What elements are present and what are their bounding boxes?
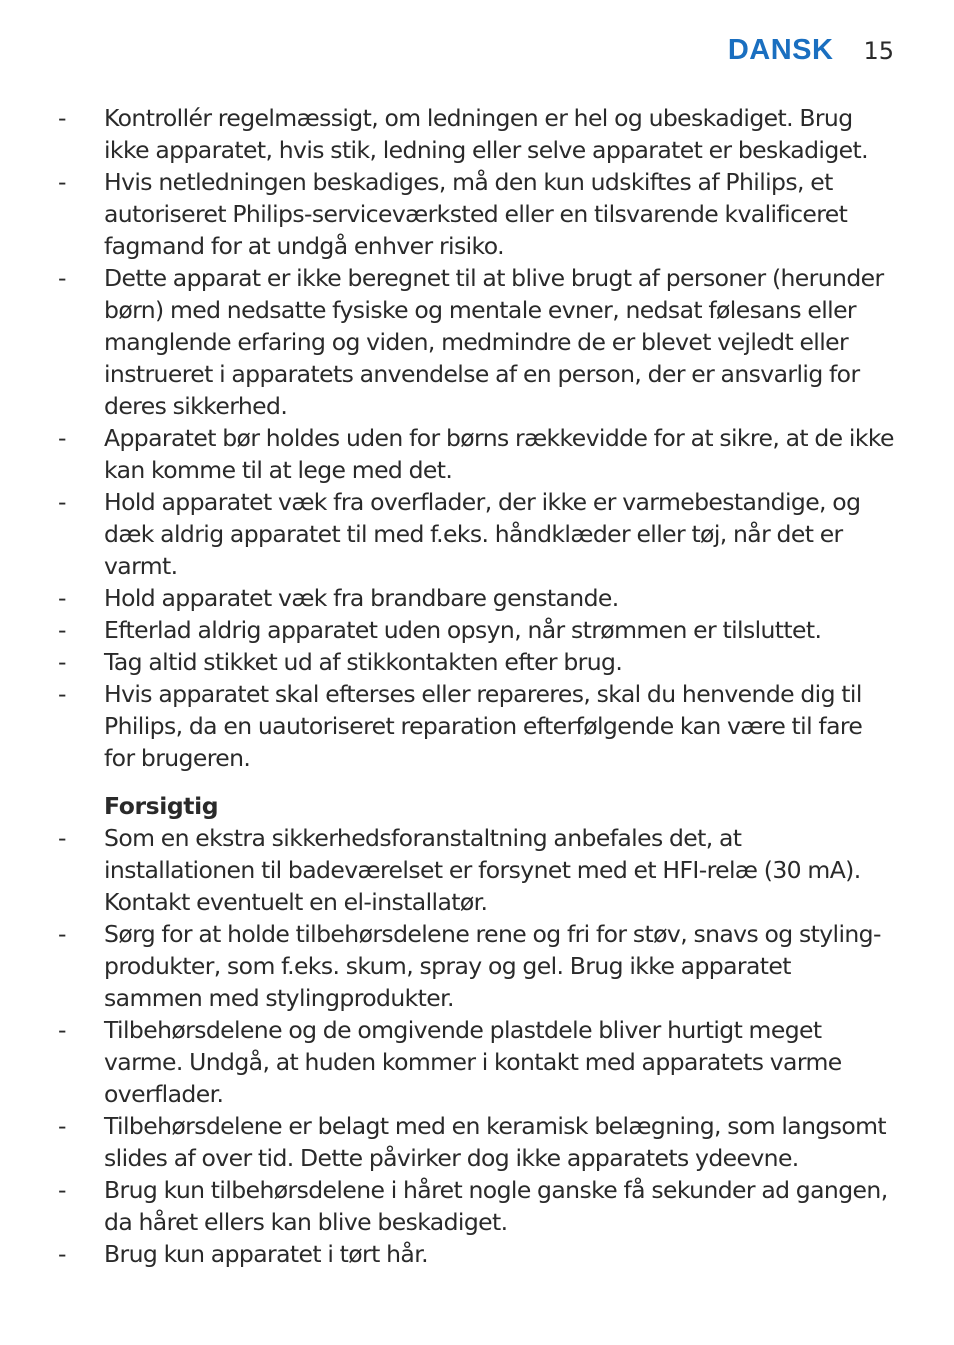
safety-list [0,102,954,774]
list-item [0,422,954,486]
list-item [0,614,954,646]
list-item-text: Tilbehørsdelene og de omgivende plastdele bliver hurtigt meget varme. Undgå, at huden kommer i kontakt med apparatets varme overflader. [104,1016,842,1108]
list-item [0,102,954,166]
bullet-dash: - [58,1016,66,1044]
bullet-dash: - [58,488,66,516]
section-heading: Forsigtig [104,792,219,820]
page-content [0,102,954,1270]
list-item-text: Brug kun apparatet i tørt hår. [104,1240,428,1268]
bullet-dash: - [58,1240,66,1268]
list-item-text: Tag altid stikket ud af stikkontakten efter brug. [104,648,623,676]
bullet-dash: - [58,824,66,852]
list-item-text: Dette apparat er ikke beregnet til at blive brugt af personer (herunder børn) med nedsatte fysiske og mentale evner, nedsat følesans eller manglende erfaring og viden, medmindre de er blevet vejledt eller instrueret i apparatets anvendelse af en person, der er ansvarlig for deres sikkerhed. [104,264,884,420]
bullet-dash: - [58,424,66,452]
bullet-dash: - [58,680,66,708]
list-item [0,166,954,262]
list-item-text: Som en ekstra sikkerhedsforanstaltning anbefales det, at installationen til badeværelset er forsynet med et HFI-relæ (30 mA). Kontakt eventuelt en el-installatør. [104,824,861,916]
bullet-dash: - [58,168,66,196]
list-item [0,262,954,422]
list-item-text: Tilbehørsdelene er belagt med en keramisk belægning, som langsomt slides af over tid. Dette påvirker dog ikke apparatets ydeevne. [104,1112,887,1172]
list-item-text: Apparatet bør holdes uden for børns rækkevidde for at sikre, at de ikke kan komme til at lege med det. [104,424,894,484]
list-item-text: Hold apparatet væk fra brandbare genstande. [104,584,619,612]
bullet-dash: - [58,264,66,292]
list-item [0,582,954,614]
list-item [0,1238,954,1270]
bullet-dash: - [58,1112,66,1140]
bullet-dash: - [58,920,66,948]
list-item [0,1110,954,1174]
list-item-text: Sørg for at holde tilbehørsdelene rene og fri for støv, snavs og styling-produkter, som f.eks. skum, spray og gel. Brug ikke apparatet sammen med stylingprodukter. [104,920,881,1012]
page-number: 15 [863,37,894,65]
list-item-text: Hvis apparatet skal efterses eller repareres, skal du henvende dig til Philips, da en uautoriseret reparation efterfølgende kan være til fare for brugeren. [104,680,863,772]
language-label: DANSK [727,34,834,66]
bullet-dash: - [58,616,66,644]
list-item [0,486,954,582]
page-header [728,34,894,67]
list-item [0,678,954,774]
bullet-dash: - [58,1176,66,1204]
bullet-dash: - [58,104,66,132]
list-item [0,918,954,1014]
list-item [0,646,954,678]
list-item-text: Kontrollér regelmæssigt, om ledningen er hel og ubeskadiget. Brug ikke apparatet, hvis stik, ledning eller selve apparatet er beskadiget. [104,104,868,164]
list-item-text: Brug kun tilbehørsdelene i håret nogle ganske få sekunder ad gangen, da håret ellers kan blive beskadiget. [104,1176,888,1236]
caution-list [0,822,954,1270]
list-item-text: Efterlad aldrig apparatet uden opsyn, når strømmen er tilsluttet. [104,616,822,644]
bullet-dash: - [58,584,66,612]
bullet-dash: - [58,648,66,676]
list-item [0,1174,954,1238]
list-item [0,822,954,918]
list-item-text: Hold apparatet væk fra overflader, der ikke er varmebestandige, og dæk aldrig apparatet til med f.eks. håndklæder eller tøj, når det er varmt. [104,488,861,580]
list-item [0,1014,954,1110]
list-item-text: Hvis netledningen beskadiges, må den kun udskiftes af Philips, et autoriseret Philips-serviceværksted eller en tilsvarende kvalificeret fagmand for at undgå enhver risiko. [104,168,848,260]
